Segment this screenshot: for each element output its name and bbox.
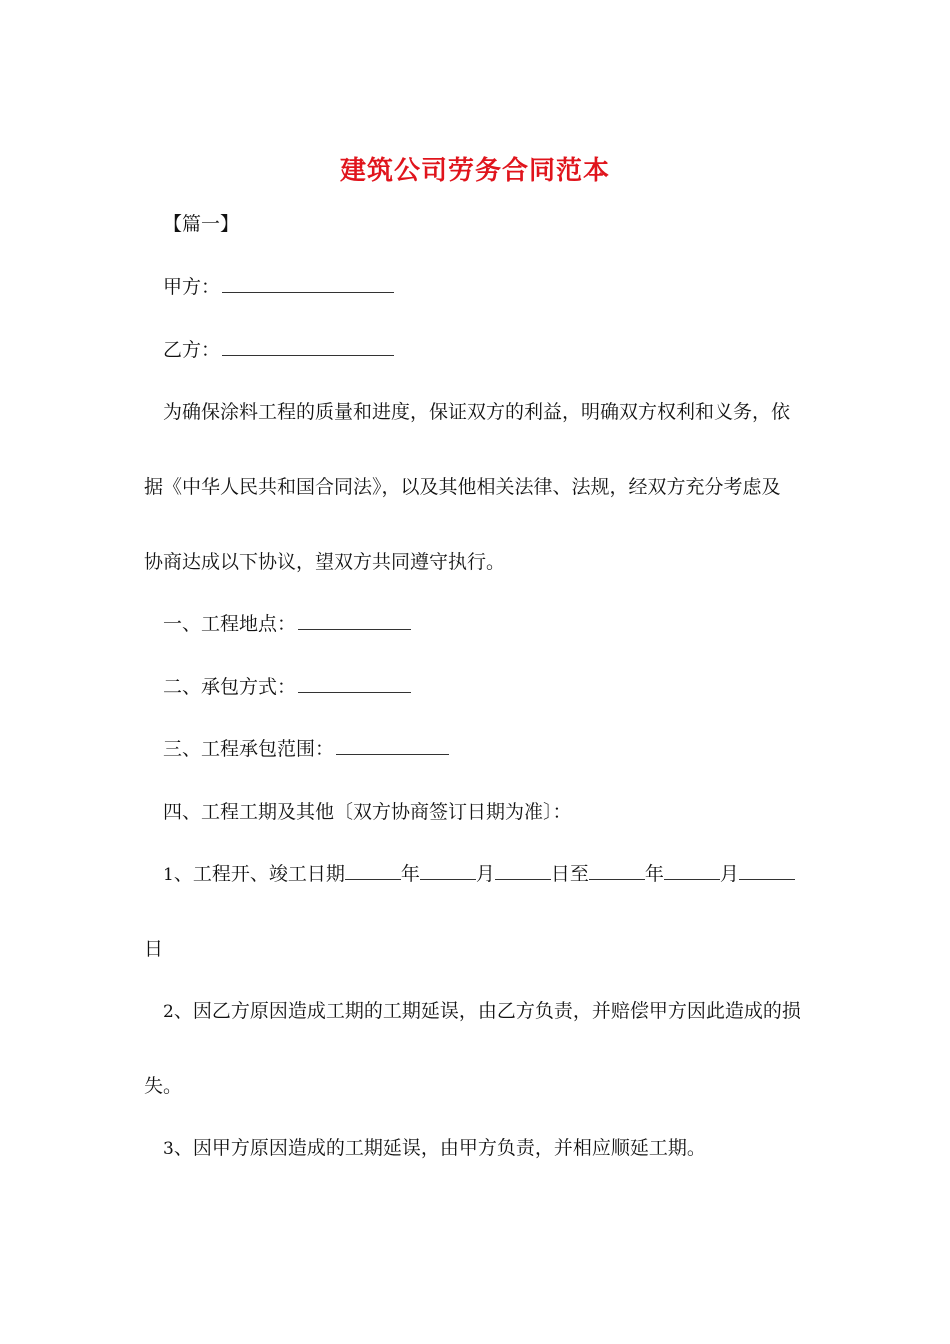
- intro-paragraph-line-2: [144, 474, 781, 500]
- day-to-label: 日至: [550, 863, 589, 885]
- item-2-line: [163, 674, 411, 700]
- month-label-2: 月: [719, 863, 739, 885]
- end-day-blank: [739, 861, 795, 880]
- intro-paragraph-line-1: [163, 399, 790, 425]
- clause-2-line-2: 失。: [144, 1075, 183, 1097]
- intro-text-1: 为确保涂料工程的质量和进度，保证双方的利益，明确双方权利和义务，依: [163, 401, 791, 423]
- item-3-label: 三、工程承包范围：: [163, 738, 335, 760]
- year-label-2: 年: [644, 863, 664, 885]
- party-a-label: 甲方：: [163, 276, 221, 298]
- intro-paragraph-line-3: 协商达成以下协议，望双方共同遵守执行。: [144, 551, 506, 573]
- party-b-line: [163, 337, 394, 363]
- party-a-blank: [222, 274, 394, 293]
- item-1-label: 一、工程地点：: [163, 613, 297, 635]
- clause-1-line: [163, 861, 795, 888]
- clause-2-text-1: 、因乙方原因造成工期的工期延误，由乙方负责，并赔偿甲方因此造成的损: [173, 1000, 801, 1022]
- end-year-blank: [589, 861, 645, 880]
- start-month-blank: [420, 861, 476, 880]
- section-heading: 【篇一】: [163, 213, 240, 235]
- item-1-line: [163, 611, 411, 637]
- item-3-line: [163, 736, 449, 762]
- clause-1-day-end: 日: [144, 938, 164, 960]
- document-title: 建筑公司劳务合同范本: [339, 156, 610, 186]
- clause-1-prefix: 、工程开、竣工日期: [173, 863, 345, 885]
- month-label-1: 月: [475, 863, 495, 885]
- clause-3-line: [163, 1135, 706, 1162]
- item-1-blank: [298, 611, 411, 630]
- clause-2-line-1: [163, 998, 801, 1025]
- party-b-label: 乙方：: [163, 339, 221, 361]
- item-2-label: 二、承包方式：: [163, 676, 297, 698]
- party-b-blank: [222, 337, 394, 356]
- item-3-blank: [336, 736, 449, 755]
- clause-3-text: 、因甲方原因造成的工期延误，由甲方负责，并相应顺延工期。: [173, 1137, 706, 1159]
- year-label-1: 年: [400, 863, 420, 885]
- item-4-line: 四、工程工期及其他〔双方协商签订日期为准〕：: [163, 801, 572, 823]
- clause-2-number: 2: [163, 1002, 174, 1022]
- start-day-blank: [495, 861, 551, 880]
- start-year-blank: [345, 861, 401, 880]
- intro-text-2: 据《中华人民共和国合同法》，以及其他相关法律、法规，经双方充分考虑及: [144, 476, 781, 498]
- party-a-line: [163, 274, 394, 300]
- item-2-blank: [298, 674, 411, 693]
- clause-1-number: 1: [163, 865, 174, 885]
- end-month-blank: [664, 861, 720, 880]
- clause-3-number: 3: [163, 1139, 174, 1159]
